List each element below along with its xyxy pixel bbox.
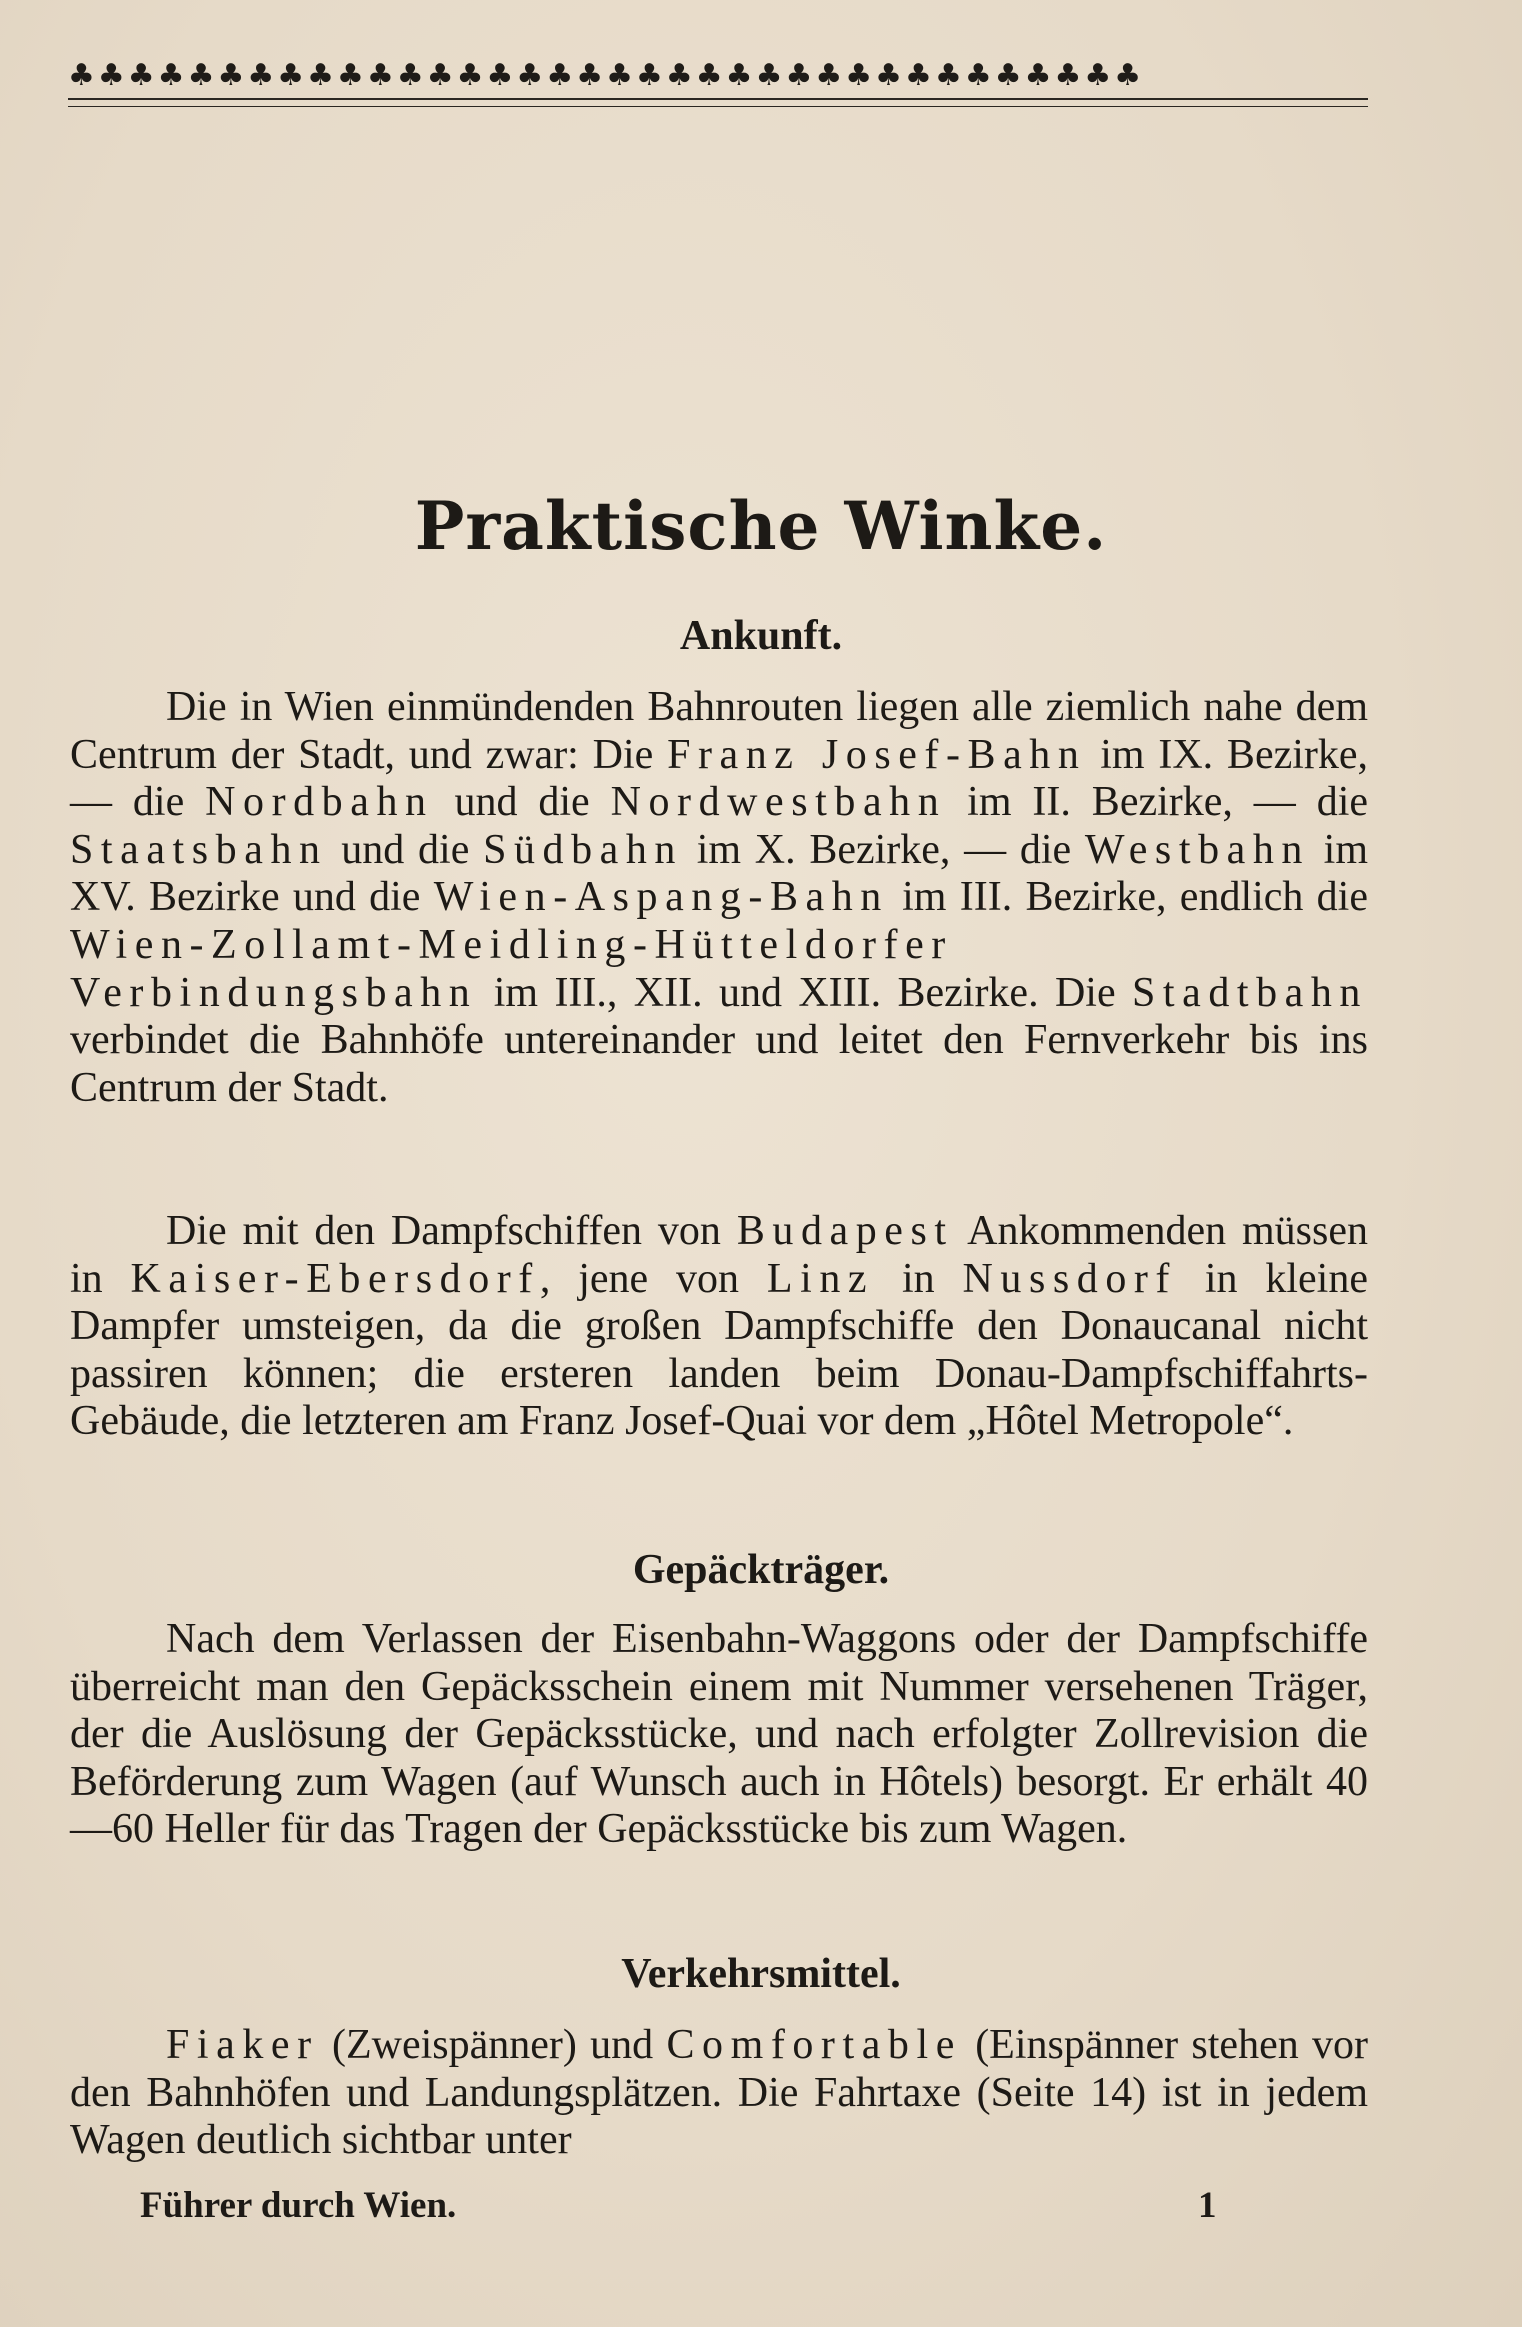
railway-name: Wien-Zollamt-Meidling-Hütteldorfer Verbindungsbahn (70, 921, 953, 1016)
railway-name: Franz Josef-Bahn (667, 731, 1087, 778)
place-name: Nussdorf (962, 1255, 1177, 1302)
paragraph-gepaecktraeger: Nach dem Verlassen der Eisenbahn-Waggons oder der Dampfschiffe überreicht man den Gepäcksschein einem mit Nummer versehenen Träger, der die Auslösung der Gepäcksstücke, und nach erfolgter Zollrevision die Beförderung zum Wagen (auf Wunsch auch in Hôtels) besorgt. Er erhält 40—60 Heller für das Tragen der Gepäcksstücke bis zum Wagen. (70, 1616, 1368, 1853)
place-name: Kaiser-Ebersdorf (130, 1255, 540, 1302)
heading-ankunft: Ankunft. (679, 613, 843, 659)
heading-gepaecktraeger: Gepäckträger. (632, 1547, 890, 1593)
railway-name: Stadtbahn (1131, 969, 1368, 1016)
railway-name: Südbahn (483, 826, 683, 873)
railway-name: Nordbahn (205, 779, 434, 826)
heading-verkehrsmittel: Verkehrsmittel. (621, 1951, 901, 1997)
page-number: 1 (1198, 2185, 1217, 2226)
railway-name: Nordwestbahn (610, 779, 947, 826)
place-name: Linz (766, 1255, 875, 1302)
paragraph-verkehrsmittel: Fiaker (Zweispänner) und Comfortable (Einspänner stehen vor den Bahnhöfen und Landungsplätzen. Die Fahrtaxe (Seite 14) ist in jedem Wagen deutlich sichtbar unter (70, 2022, 1368, 2164)
ornament-rule (68, 98, 1368, 100)
railway-name: Staatsbahn (70, 826, 328, 873)
railway-name: Westbahn (1084, 826, 1310, 873)
vehicle-name: Comfortable (666, 2022, 962, 2068)
paragraph-ankunft-2: Die mit den Dampfschiffen von Budapest Ankommenden müssen in Kaiser-Ebersdorf, jene von Linz in Nussdorf in kleine Dampfer umsteigen, da die großen Dampfschiffe den Donaucanal nicht passiren können; die ersteren landen beim Donau-Dampfschiffahrts-Gebäude, die letzteren am Franz Josef-Quai vor dem „Hôtel Metropole“. (70, 1208, 1368, 1445)
ornamental-border: ♣♣♣♣♣♣♣♣♣♣♣♣♣♣♣♣♣♣♣♣♣♣♣♣♣♣♣♣♣♣♣♣♣♣♣♣ (68, 58, 1145, 93)
railway-name: Wien-Aspang-Bahn (433, 874, 889, 921)
paragraph-ankunft-1: Die in Wien einmündenden Bahnrouten liegen alle ziemlich nahe dem Centrum der Stadt, und zwar: Die Franz Josef-Bahn im IX. Bezirke, — die Nordbahn und die Nordwestbahn im II. Bezirke, — die Staatsbahn und die Südbahn im X. Bezirke, — die Westbahn im XV. Bezirke und die Wien-Aspang-Bahn im III. Bezirke, endlich die Wien-Zollamt-Meidling-Hütteldorfer Verbindungsbahn im III., XII. und XIII. Bezirke. Die Stadtbahn verbindet die Bahnhöfe untereinander und leitet den Fernverkehr bis ins Centrum der Stadt. (70, 684, 1369, 1111)
place-name: Budapest (736, 1208, 954, 1254)
vehicle-name: Fiaker (166, 2022, 319, 2068)
running-footer-title: Führer durch Wien. (140, 2185, 457, 2226)
ornament-rule-thin (68, 106, 1368, 107)
page-title: Praktische Winke. (414, 487, 1108, 565)
